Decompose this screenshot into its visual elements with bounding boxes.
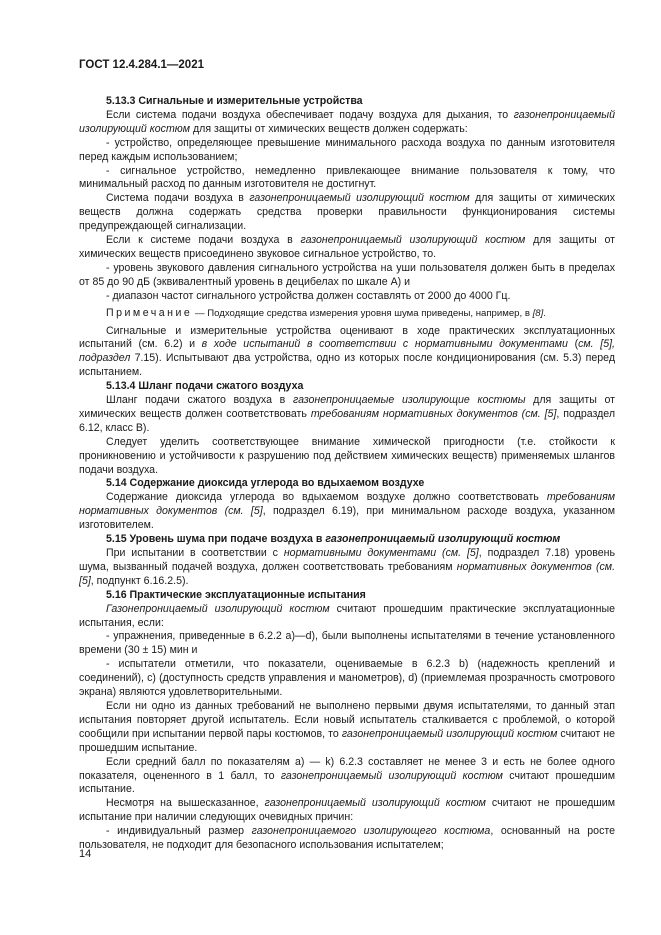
text-run: - сигнальное устройство, немедленно привлекающее внимание пользователя к тому, что минимальный расход по данным изготовителя не достигнут. bbox=[79, 164, 615, 191]
italic-text: требованиям нормативных документов (см. [5] bbox=[310, 407, 557, 420]
text-run: , подраздел 6.12, класс В). bbox=[79, 407, 616, 434]
paragraph bbox=[79, 700, 615, 756]
document-body bbox=[79, 95, 615, 853]
text-run: , подраздел 7.18) уровень шума, вызванный подачей воздуха, должен соответствовать требованиям bbox=[79, 547, 615, 573]
text-run: для защиты от химических веществ должен соответствовать bbox=[79, 394, 615, 420]
italic-text: требованиям нормативных документов (см. [5] bbox=[79, 491, 615, 518]
paragraph bbox=[79, 436, 615, 478]
paragraph bbox=[79, 491, 615, 533]
text-run: 5.15 Уровень шума при подаче воздуха в bbox=[106, 533, 326, 546]
italic-text: нормативными документами (см. [5] bbox=[283, 547, 479, 559]
paragraph bbox=[79, 165, 615, 193]
text-run: Сигнальные и измерительные устройства оценивают в ходе практических эксплуатационных испытаний (см. 6.2) и bbox=[79, 324, 615, 351]
text-run: Система подачи воздуха в bbox=[106, 192, 250, 205]
italic-text: газонепроницаемые изолирующие костюмы bbox=[292, 394, 526, 407]
section-heading bbox=[79, 589, 615, 603]
text-run: - уровень звукового давления сигнального устройства на уши пользователя должен быть в пределах от 85 до 90 дБ (эквивалентный уровень в децибелах по шкале А) и bbox=[79, 261, 615, 288]
italic-text: газонепроницаемый изолирующий костюм bbox=[325, 533, 561, 546]
text-run: , подпункт 6.16.2.5). bbox=[90, 574, 189, 587]
text-run: Если ни одно из данных требований не выполнено первыми двумя испытателями, то данный этап испытания повторяет другой испытатель. Если новый испытатель сталкивается с проблемой, о которой сообщили при испытании первой пары костюмов, то bbox=[79, 699, 615, 740]
paragraph bbox=[79, 630, 615, 658]
text-run: 5.13.3 Сигнальные и измерительные устройства bbox=[106, 95, 363, 107]
document-header: ГОСТ 12.4.284.1—2021 bbox=[79, 59, 204, 71]
paragraph bbox=[79, 325, 615, 381]
text-run: Следует уделить соответствующее внимание химической пригодности (т.е. стойкости к проникновению и устойчивости к разрушению под действием химических веществ) применяемых шлангов подачи воздуха. bbox=[79, 435, 615, 476]
text-run: Если средний балл по показателям а) — k) 6.2.3 составляет не менее 3 и есть не более одного показателя, оцененного в 1 балл, то bbox=[79, 755, 615, 782]
text-run: 7.15). Испытывают два устройства, одно из которых после кондиционирования (см. 5.3) перед испытанием. bbox=[79, 352, 615, 379]
text-run: считают прошедшим испытание. bbox=[79, 769, 615, 796]
text-run: — Подходящие средства измерения уровня шума приведены, например, в bbox=[192, 307, 533, 319]
text-run: 5.14 Содержание диоксида углерода во вдыхаемом воздухе bbox=[106, 477, 425, 490]
italic-text: газонепроницаемый изолирующий костюм bbox=[249, 192, 470, 205]
paragraph bbox=[79, 137, 615, 165]
italic-text: газонепроницаемый изолирующий костюм bbox=[300, 234, 526, 247]
text-run: - упражнения, приведенные в 6.2.2 а)—d), были выполнены испытателями в течение установленного времени (30 ± 15) мин и bbox=[79, 630, 615, 657]
italic-text: газонепроницаемого изолирующего костюма bbox=[251, 825, 491, 838]
section-heading bbox=[79, 95, 615, 109]
paragraph bbox=[79, 547, 615, 589]
text-run: Несмотря на вышесказанное, bbox=[106, 797, 265, 810]
text-run: Если к системе подачи воздуха в bbox=[106, 234, 301, 247]
text-run: считают не прошедшим испытание. bbox=[79, 727, 615, 754]
paragraph bbox=[79, 262, 615, 290]
italic-text: газонепроницаемый изолирующий костюм bbox=[280, 769, 503, 782]
italic-text: в ходе испытаний в соответствии с нормативными документами bbox=[201, 338, 568, 351]
italic-text: газонепроницаемый изолирующий костюм bbox=[341, 727, 558, 740]
text-run: считают не прошедшим испытание при наличии следующих очевидных причин: bbox=[79, 797, 616, 824]
paragraph bbox=[79, 109, 615, 137]
italic-text: нормативных документов (см. [5] bbox=[79, 560, 616, 587]
paragraph bbox=[79, 192, 615, 234]
section-heading bbox=[79, 477, 615, 491]
note-paragraph bbox=[79, 307, 615, 321]
section-heading bbox=[79, 380, 615, 394]
text-run: для защиты от химических веществ должна содержать средства проверки правильности функционирования системы предупреждающей сигнализации. bbox=[79, 192, 615, 233]
paragraph bbox=[79, 756, 615, 798]
text-run: считают прошедшим практические эксплуатационные испытания, если: bbox=[79, 602, 615, 629]
text-run: для защиты от химических веществ должен содержать: bbox=[190, 122, 468, 135]
text-run: Содержание диоксида углерода во вдыхаемом воздухе должно соответствовать bbox=[106, 491, 547, 504]
paragraph bbox=[79, 658, 615, 700]
paragraph bbox=[79, 394, 615, 436]
paragraph bbox=[79, 603, 615, 631]
text-run: , подраздел 6.19), при минимальном расходе воздуха, указанном изготовителем. bbox=[79, 505, 615, 532]
text-run: для защиты от химических веществ присоединено звуковое сигнальное устройство, то. bbox=[79, 234, 615, 260]
paragraph bbox=[79, 290, 615, 304]
section-heading bbox=[79, 533, 615, 547]
italic-text: [8] bbox=[532, 307, 544, 319]
text-run: Шланг подачи сжатого воздуха в bbox=[106, 394, 293, 407]
text-run: При испытании в соответствии с bbox=[106, 547, 284, 559]
text-run: - индивидуальный размер bbox=[106, 825, 252, 838]
italic-text: Газонепроницаемый изолирующий костюм bbox=[106, 602, 330, 615]
text-run: ( bbox=[567, 338, 579, 351]
text-run: Примечание bbox=[106, 306, 193, 319]
text-run: 5.16 Практические эксплуатационные испытания bbox=[106, 588, 366, 601]
page-number: 14 bbox=[79, 848, 92, 860]
paragraph bbox=[79, 234, 615, 262]
text-run: - диапазон частот сигнального устройства должен составлять от 2000 до 4000 Гц. bbox=[106, 289, 511, 302]
text-run: - испытатели отметили, что показатели, оцениваемые в 6.2.3 b) (надежность креплений и соединений), с) (доступность средств управления и манометров), d) (приемлемая прозрачность смотрового экрана) являются удовлетворительными. bbox=[79, 658, 615, 699]
text-run: , основанный на росте пользователя, не подходит для безопасного использования испытателем; bbox=[79, 825, 615, 852]
text-run: . bbox=[543, 307, 546, 319]
text-run: - устройство, определяющее превышение минимального расхода воздуха по данным изготовителя перед каждым использованием; bbox=[79, 136, 615, 163]
italic-text: см. [5], подраздел bbox=[79, 338, 615, 365]
italic-text: газонепроницаемый изолирующий костюм bbox=[264, 797, 486, 810]
text-run: Если система подачи воздуха обеспечивает подачу воздуха для дыхания, то bbox=[106, 108, 514, 121]
italic-text: газонепроницаемый изолирующий костюм bbox=[79, 108, 615, 135]
paragraph bbox=[79, 797, 615, 825]
paragraph bbox=[79, 825, 615, 853]
text-run: 5.13.4 Шланг подачи сжатого воздуха bbox=[106, 380, 304, 393]
